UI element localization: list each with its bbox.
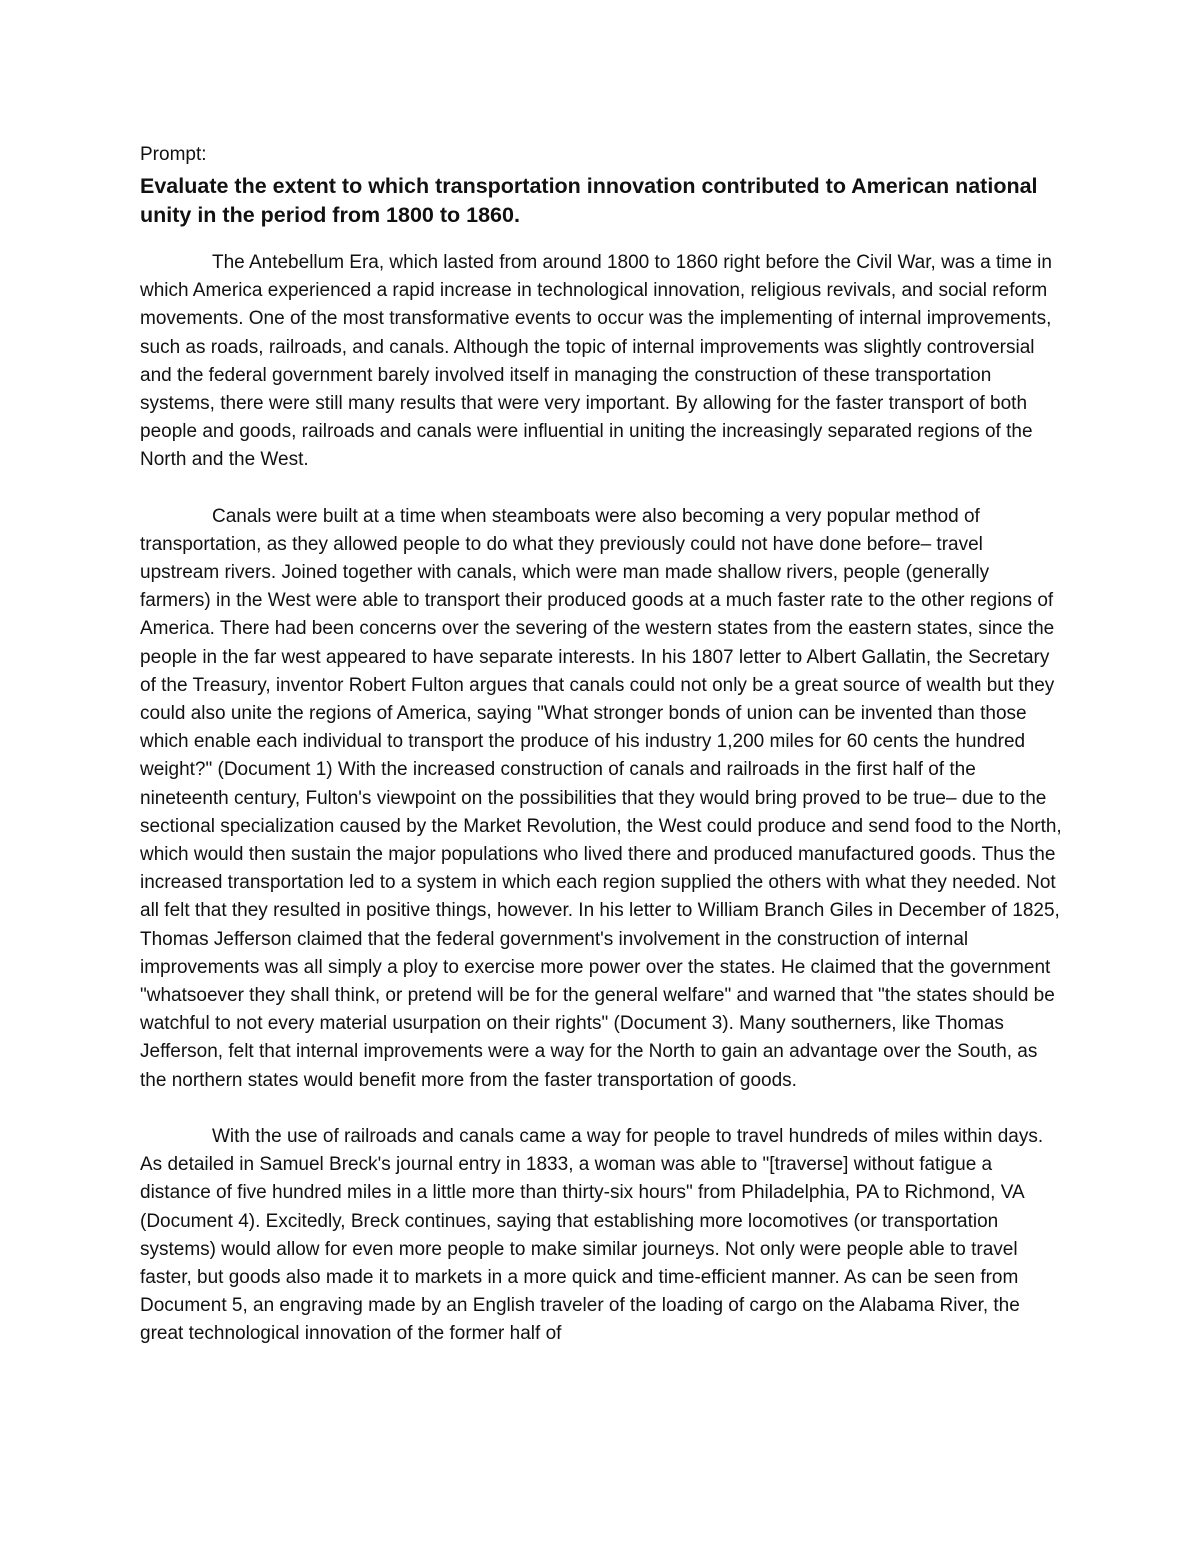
- prompt-question: Evaluate the extent to which transportation innovation contributed to American national unity in the period from 1800 to 1860.: [140, 174, 1038, 227]
- prompt-label: Prompt:: [140, 144, 207, 165]
- essay-body: [140, 249, 1065, 1349]
- essay-paragraph-railroads: With the use of railroads and canals came a way for people to travel hundreds of miles within days. As detailed in Samuel Breck's journal entry in 1833, a woman was able to "[traverse] without fatigue a distance of five hundred miles in a little more than thirty-six hours" from Philadelphia, PA to Richmond, VA (Document 4). Excitedly, Breck continues, saying that establishing more locomotives (or transportation systems) would allow for even more people to make similar journeys. Not only were people able to travel faster, but goods also made it to markets in a more quick and time-efficient manner. As can be seen from Document 5, an engraving made by an English traveler of the loading of cargo on the Alabama River, the great technological innovation of the former half of: [140, 1125, 1044, 1345]
- essay-paragraph-canals: Canals were built at a time when steamboats were also becoming a very popular method of transportation, as they allowed people to do what they previously could not have done before– travel upstream rivers. Joined together with canals, which were man made shallow rivers, people (generally farmers) in the West were able to transport their produced goods at a much faster rate to the other regions of America. There had been concerns over the severing of the western states from the eastern states, since the people in the far west appeared to have separate interests. In his 1807 letter to Albert Gallatin, the Secretary of the Treasury, inventor Robert Fulton argues that canals could not only be a great source of wealth but they could also unite the regions of America, saying "What stronger bonds of union can be invented than those which enable each individual to transport the produce of his industry 1,200 miles for 60 cents the hundred weight?" (Document 1) With the increased construction of canals and railroads in the first half of the nineteenth century, Fulton's viewpoint on the possibilities that they would bring proved to be true– due to the sectional specialization caused by the Market Revolution, the West could produce and send food to the North, which would then sustain the major populations who lived there and produced manufactured goods. Thus the increased transportation led to a system in which each region supplied the others with what they needed. Not all felt that they resulted in positive things, however. In his letter to William Branch Giles in December of 1825, Thomas Jefferson claimed that the federal government's involvement in the construction of internal improvements was all simply a ploy to exercise more power over the states. He claimed that the government "whatsoever they shall think, or pretend will be for the general welfare" and warned that "the states should be watchful to not every material usurpation on their rights" (Document 3). Many southerners, like Thomas Jefferson, felt that internal improvements were a way for the North to gain an advantage over the South, as the northern states would benefit more from the faster transportation of goods.: [140, 505, 1062, 1091]
- essay-paragraph-intro: The Antebellum Era, which lasted from around 1800 to 1860 right before the Civil War, was a time in which America experienced a rapid increase in technological innovation, religious revivals, and social reform movements. One of the most transformative events to occur was the implementing of internal improvements, such as roads, railroads, and canals. Although the topic of internal improvements was slightly controversial and the federal government barely involved itself in managing the construction of these transportation systems, there were still many results that were very important. By allowing for the faster transport of both people and goods, railroads and canals were influential in uniting the increasingly separated regions of the North and the West.: [140, 252, 1052, 471]
- document-body: [140, 142, 1065, 1349]
